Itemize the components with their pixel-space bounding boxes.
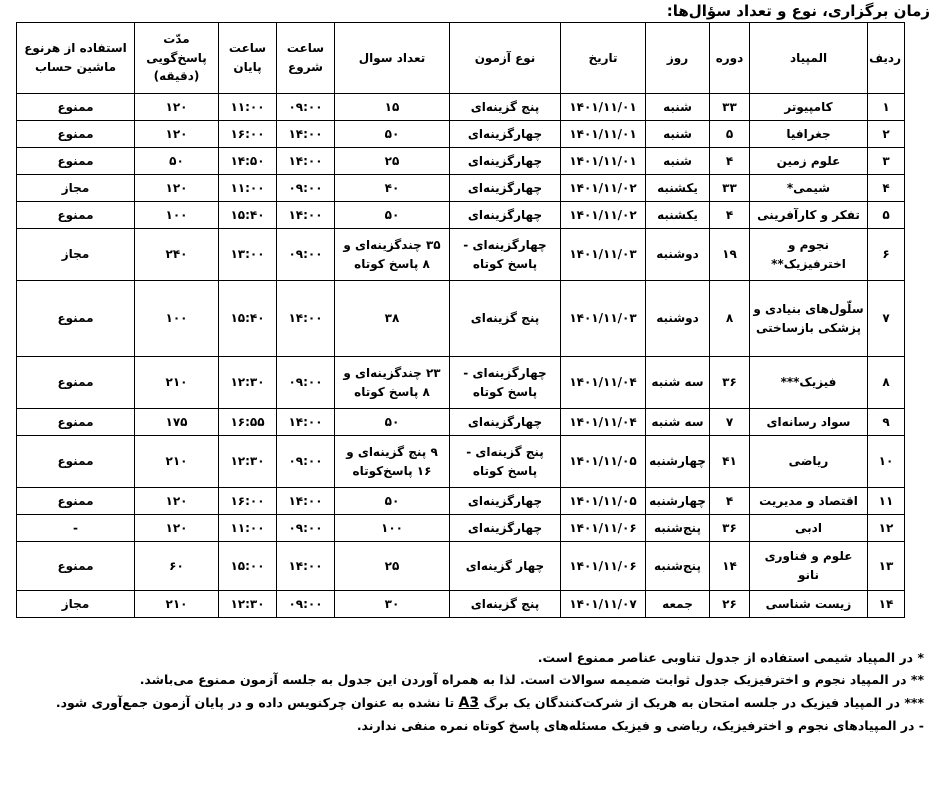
cell-day: پنج‌شنبه [646,515,710,542]
cell-row-number: ۲ [868,121,905,148]
header-calculator: استفاده از هرنوع ماشین حساب [17,23,135,94]
cell-day: شنبه [646,94,710,121]
footnote-chemistry: * در المپیاد شیمی استفاده از جدول تناوبی عناصر ممنوع است. [537,650,924,665]
cell-exam-type: پنج گزینه‌ای - پاسخ کوتاه [450,436,561,488]
cell-num-questions: ۳۸ [335,281,450,357]
cell-start-time: ۰۹:۰۰ [277,591,335,618]
cell-end-time: ۱۶:۰۰ [219,121,277,148]
cell-date: ۱۴۰۱/۱۱/۰۵ [561,436,646,488]
cell-term: ۸ [710,281,750,357]
table-header-row [17,23,905,94]
cell-term: ۴ [710,202,750,229]
footnote-physics-text-start: *** در المپیاد فیزیک در جلسه امتحان به هریک از شرکت‌کنندگان یک برگ [483,694,924,710]
header-row-number: ردیف [868,23,905,94]
cell-num-questions: ۱۵ [335,94,450,121]
cell-date: ۱۴۰۱/۱۱/۰۳ [561,281,646,357]
cell-olympiad: شیمی* [750,175,868,202]
cell-exam-type: چهارگزینه‌ای [450,121,561,148]
cell-row-number: ۱۱ [868,488,905,515]
cell-row-number: ۷ [868,281,905,357]
header-end-time: ساعت پایان [219,23,277,94]
footnotes [16,647,924,737]
cell-start-time: ۱۴:۰۰ [277,488,335,515]
cell-end-time: ۱۱:۰۰ [219,175,277,202]
cell-duration: ۲۱۰ [135,591,219,618]
cell-num-questions: ۹ پنج گزینه‌ای و ۱۶ پاسخ‌کوتاه [335,436,450,488]
cell-olympiad: ادبی [750,515,868,542]
cell-end-time: ۱۲:۳۰ [219,591,277,618]
header-num-questions: تعداد سوال [335,23,450,94]
cell-exam-type: پنج گزینه‌ای [450,94,561,121]
cell-num-questions: ۵۰ [335,202,450,229]
cell-duration: ۲۴۰ [135,229,219,281]
cell-term: ۴ [710,148,750,175]
table-row [17,281,905,357]
cell-start-time: ۰۹:۰۰ [277,436,335,488]
header-term: دوره [710,23,750,94]
footnote-astronomy: ** در المپیاد نجوم و اخترفیزیک جدول ثوابت ضمیمه سوالات است. لذا به همراه آوردن این جدول به جلسه آزمون ممنوع می‌باشد. [139,671,924,687]
table-row [17,229,905,281]
cell-start-time: ۰۹:۰۰ [277,357,335,409]
cell-row-number: ۱۴ [868,591,905,618]
cell-start-time: ۰۹:۰۰ [277,229,335,281]
cell-day: سه شنبه [646,357,710,409]
cell-term: ۱۹ [710,229,750,281]
cell-end-time: ۱۴:۵۰ [219,148,277,175]
header-start-time: ساعت شروع [277,23,335,94]
table-row [17,436,905,488]
cell-calculator: - [17,515,135,542]
cell-duration: ۱۲۰ [135,175,219,202]
cell-num-questions: ۳۵ چندگزینه‌ای و ۸ پاسخ کوتاه [335,229,450,281]
cell-term: ۳۶ [710,357,750,409]
cell-day: جمعه [646,591,710,618]
cell-end-time: ۱۵:۰۰ [219,542,277,591]
cell-calculator: ممنوع [17,121,135,148]
header-exam-type: نوع آزمون [450,23,561,94]
cell-day: چهارشنبه [646,436,710,488]
cell-duration: ۱۰۰ [135,281,219,357]
cell-row-number: ۳ [868,148,905,175]
cell-day: شنبه [646,148,710,175]
cell-row-number: ۱۲ [868,515,905,542]
cell-start-time: ۱۴:۰۰ [277,148,335,175]
cell-exam-type: چهارگزینه‌ای - پاسخ کوتاه [450,357,561,409]
cell-end-time: ۱۶:۵۵ [219,409,277,436]
footnote-physics-text-end: تا نشده به عنوان چرکنویس داده و در پایان آزمون جمع‌آوری شود. [55,694,455,710]
cell-day: دوشنبه [646,281,710,357]
header-day: روز [646,23,710,94]
cell-olympiad: اقتصاد و مدیریت [750,488,868,515]
cell-date: ۱۴۰۱/۱۱/۰۶ [561,542,646,591]
table-body [17,94,905,618]
cell-start-time: ۱۴:۰۰ [277,281,335,357]
cell-olympiad: تفکر و کارآفرینی [750,202,868,229]
cell-exam-type: پنج گزینه‌ای [450,591,561,618]
section-title: زمان برگزاری، نوع و تعداد سؤال‌ها: [666,2,930,20]
cell-start-time: ۰۹:۰۰ [277,94,335,121]
cell-row-number: ۶ [868,229,905,281]
table-row [17,202,905,229]
footnote-physics [16,691,924,716]
cell-calculator: ممنوع [17,357,135,409]
table-row [17,175,905,202]
table-row [17,542,905,591]
cell-exam-type: پنج گزینه‌ای [450,281,561,357]
cell-row-number: ۹ [868,409,905,436]
header-duration: مدّت پاسخ‌گویی (دقیقه) [135,23,219,94]
cell-row-number: ۱۳ [868,542,905,591]
cell-end-time: ۱۵:۴۰ [219,281,277,357]
cell-term: ۳۶ [710,515,750,542]
cell-row-number: ۱۰ [868,436,905,488]
cell-date: ۱۴۰۱/۱۱/۰۷ [561,591,646,618]
cell-row-number: ۵ [868,202,905,229]
cell-exam-type: چهارگزینه‌ای - پاسخ کوتاه [450,229,561,281]
table-row [17,515,905,542]
cell-date: ۱۴۰۱/۱۱/۰۴ [561,409,646,436]
cell-end-time: ۱۵:۴۰ [219,202,277,229]
cell-olympiad: کامپیوتر [750,94,868,121]
cell-olympiad: علوم زمین [750,148,868,175]
cell-row-number: ۴ [868,175,905,202]
cell-num-questions: ۵۰ [335,488,450,515]
cell-term: ۳۳ [710,94,750,121]
cell-date: ۱۴۰۱/۱۱/۰۲ [561,175,646,202]
cell-duration: ۱۲۰ [135,121,219,148]
cell-calculator: ممنوع [17,488,135,515]
table-row [17,591,905,618]
cell-num-questions: ۵۰ [335,121,450,148]
cell-exam-type: چهارگزینه‌ای [450,515,561,542]
cell-day: دوشنبه [646,229,710,281]
cell-calculator: ممنوع [17,202,135,229]
cell-day: یکشنبه [646,202,710,229]
cell-calculator: ممنوع [17,409,135,436]
cell-olympiad: ریاضی [750,436,868,488]
cell-date: ۱۴۰۱/۱۱/۰۵ [561,488,646,515]
header-date: تاریخ [561,23,646,94]
cell-olympiad: سلّول‌های بنیادی و پزشکی بازساختی [750,281,868,357]
cell-day: شنبه [646,121,710,148]
cell-olympiad: نجوم و اخترفیزیک** [750,229,868,281]
cell-duration: ۵۰ [135,148,219,175]
cell-duration: ۲۱۰ [135,357,219,409]
cell-olympiad: زیست شناسی [750,591,868,618]
cell-end-time: ۱۳:۰۰ [219,229,277,281]
cell-exam-type: چهارگزینه‌ای [450,409,561,436]
cell-end-time: ۱۶:۰۰ [219,488,277,515]
cell-calculator: ممنوع [17,436,135,488]
cell-duration: ۱۰۰ [135,202,219,229]
cell-term: ۱۴ [710,542,750,591]
cell-exam-type: چهارگزینه‌ای [450,175,561,202]
header-olympiad: المپیاد [750,23,868,94]
cell-exam-type: چهارگزینه‌ای [450,488,561,515]
cell-date: ۱۴۰۱/۱۱/۰۱ [561,148,646,175]
cell-date: ۱۴۰۱/۱۱/۰۳ [561,229,646,281]
cell-num-questions: ۱۰۰ [335,515,450,542]
cell-num-questions: ۲۵ [335,148,450,175]
cell-start-time: ۱۴:۰۰ [277,409,335,436]
cell-calculator: ممنوع [17,94,135,121]
cell-end-time: ۱۲:۳۰ [219,357,277,409]
cell-day: یکشنبه [646,175,710,202]
cell-end-time: ۱۱:۰۰ [219,94,277,121]
cell-num-questions: ۲۵ [335,542,450,591]
cell-calculator: مجاز [17,175,135,202]
cell-date: ۱۴۰۱/۱۱/۰۱ [561,121,646,148]
cell-exam-type: چهارگزینه‌ای [450,148,561,175]
cell-row-number: ۸ [868,357,905,409]
cell-start-time: ۰۹:۰۰ [277,175,335,202]
cell-start-time: ۱۴:۰۰ [277,542,335,591]
cell-duration: ۱۲۰ [135,515,219,542]
schedule-table [16,22,905,618]
cell-start-time: ۱۴:۰۰ [277,121,335,148]
cell-calculator: مجاز [17,229,135,281]
cell-date: ۱۴۰۱/۱۱/۰۴ [561,357,646,409]
cell-term: ۴ [710,488,750,515]
table-row [17,121,905,148]
cell-term: ۲۶ [710,591,750,618]
cell-num-questions: ۵۰ [335,409,450,436]
cell-duration: ۱۷۵ [135,409,219,436]
cell-date: ۱۴۰۱/۱۱/۰۶ [561,515,646,542]
cell-olympiad: جغرافیا [750,121,868,148]
cell-duration: ۱۲۰ [135,94,219,121]
footnote-short-answer: - در المپیادهای نجوم و اخترفیزیک، ریاضی و فیزیک مسئله‌های پاسخ کوتاه نمره منفی ندارند. [356,718,924,734]
table-row [17,357,905,409]
cell-date: ۱۴۰۱/۱۱/۰۱ [561,94,646,121]
table-row [17,409,905,436]
cell-num-questions: ۴۰ [335,175,450,202]
cell-olympiad: فیزیک*** [750,357,868,409]
cell-exam-type: چهار گزینه‌ای [450,542,561,591]
cell-exam-type: چهارگزینه‌ای [450,202,561,229]
cell-olympiad: سواد رسانه‌ای [750,409,868,436]
cell-num-questions: ۳۰ [335,591,450,618]
table-row [17,94,905,121]
cell-end-time: ۱۲:۳۰ [219,436,277,488]
cell-duration: ۱۲۰ [135,488,219,515]
cell-day: پنج‌شنبه [646,542,710,591]
cell-start-time: ۰۹:۰۰ [277,515,335,542]
table-row [17,488,905,515]
cell-date: ۱۴۰۱/۱۱/۰۲ [561,202,646,229]
cell-calculator: ممنوع [17,542,135,591]
cell-num-questions: ۲۳ چندگزینه‌ای و ۸ پاسخ کوتاه [335,357,450,409]
cell-end-time: ۱۱:۰۰ [219,515,277,542]
cell-term: ۳۳ [710,175,750,202]
cell-day: سه شنبه [646,409,710,436]
cell-duration: ۶۰ [135,542,219,591]
cell-start-time: ۱۴:۰۰ [277,202,335,229]
cell-term: ۷ [710,409,750,436]
cell-term: ۴۱ [710,436,750,488]
cell-olympiad: علوم و فناوری نانو [750,542,868,591]
cell-calculator: ممنوع [17,148,135,175]
cell-day: چهارشنبه [646,488,710,515]
table-row [17,148,905,175]
cell-row-number: ۱ [868,94,905,121]
cell-calculator: ممنوع [17,281,135,357]
cell-calculator: مجاز [17,591,135,618]
footnote-a3-paper: A3 [458,694,480,711]
cell-term: ۵ [710,121,750,148]
cell-duration: ۲۱۰ [135,436,219,488]
